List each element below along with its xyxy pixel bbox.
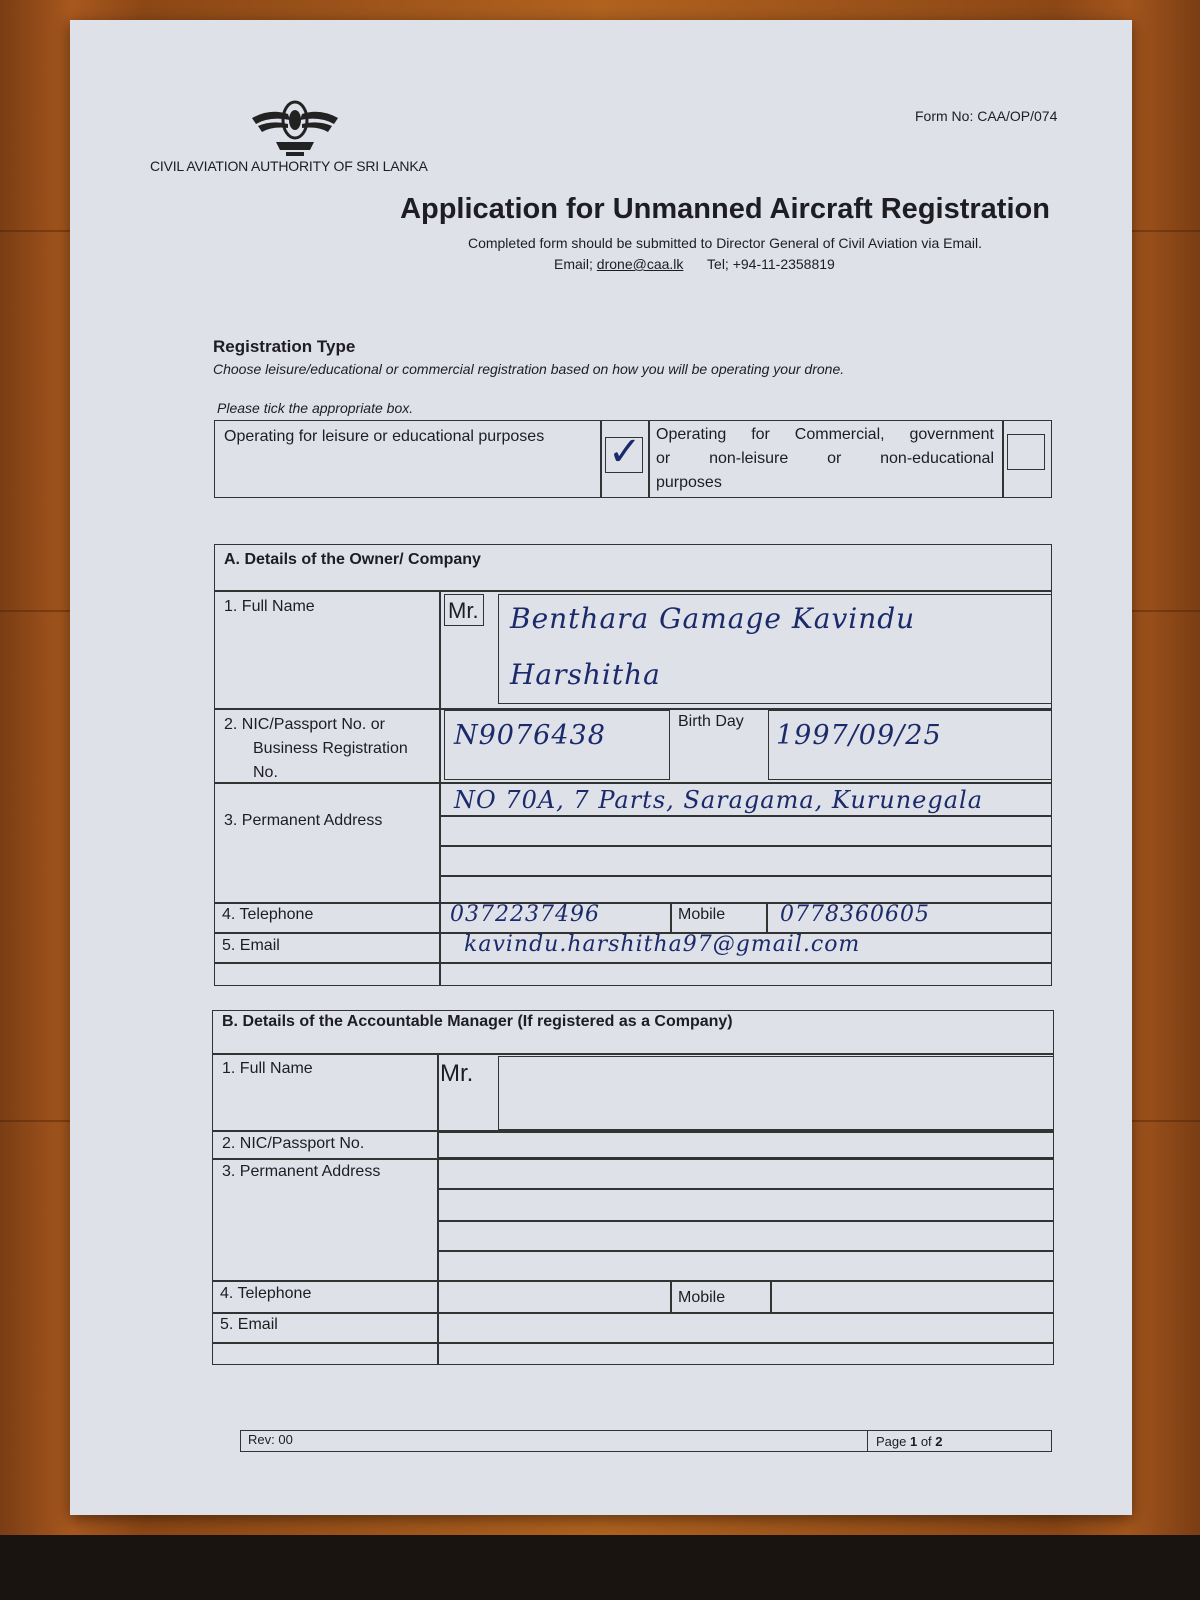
- form-number: Form No: CAA/OP/074: [915, 108, 1058, 124]
- section-a-title: A. Details of the Owner/ Company: [224, 551, 481, 568]
- registration-description: Choose leisure/educational or commercial registration based on how you will be operating your drone.: [213, 361, 845, 377]
- authority-name: CIVIL AVIATION AUTHORITY OF SRI LANKA: [150, 158, 428, 174]
- page-indicator: Page 1 of 2: [876, 1434, 943, 1449]
- owner-address-value: NO 70A, 7 Parts, Saragama, Kurunegala: [454, 786, 984, 814]
- owner-title-prefix-box: [444, 594, 484, 626]
- manager-nic-label: 2. NIC/Passport No.: [222, 1135, 365, 1152]
- leisure-checkbox[interactable]: [605, 430, 643, 474]
- owner-telephone-value: 0372237496: [450, 902, 600, 927]
- page-title: Application for Unmanned Aircraft Registration: [400, 193, 1050, 225]
- table-shadow: [0, 1535, 1200, 1600]
- manager-telephone-field[interactable]: [438, 1282, 670, 1310]
- manager-email-label: 5. Email: [220, 1316, 278, 1333]
- manager-telephone-label: 4. Telephone: [220, 1285, 312, 1302]
- manager-full-name-label: 1. Full Name: [222, 1060, 313, 1077]
- owner-email-label: 5. Email: [222, 937, 280, 954]
- manager-full-name-field[interactable]: [498, 1056, 1054, 1130]
- owner-nic-label: 2. NIC/Passport No. or Business Registration No.: [224, 716, 408, 781]
- commercial-checkbox[interactable]: [1007, 434, 1045, 470]
- manager-nic-field[interactable]: [438, 1132, 1054, 1158]
- manager-mobile-label: Mobile: [678, 1289, 726, 1306]
- birthday-label: Birth Day: [678, 713, 744, 730]
- manager-mobile-field[interactable]: [772, 1282, 1054, 1310]
- manager-email-field[interactable]: [438, 1314, 1054, 1342]
- owner-email-value: kavindu.harshitha97@gmail.com: [464, 932, 861, 957]
- section-b-title: B. Details of the Accountable Manager (If registered as a Company): [222, 1013, 733, 1030]
- owner-address-label: 3. Permanent Address: [224, 812, 383, 829]
- owner-full-name-line2: Harshitha: [510, 658, 661, 691]
- contact-line: [554, 256, 835, 272]
- owner-title-prefix: Mr.: [448, 598, 479, 623]
- manager-address-label: 3. Permanent Address: [222, 1163, 381, 1180]
- checkmark-icon: ✓: [608, 430, 642, 474]
- owner-mobile-value: 0778360605: [780, 902, 930, 927]
- contact-email-link[interactable]: drone@caa.lk: [596, 256, 684, 272]
- caa-emblem-icon: [250, 90, 340, 165]
- manager-title-prefix: Mr.: [440, 1060, 474, 1087]
- owner-nic-value: N9076438: [454, 720, 606, 751]
- registration-instruction: Please tick the appropriate box.: [217, 400, 414, 416]
- owner-full-name-label: 1. Full Name: [224, 598, 315, 615]
- revision: Rev: 00: [248, 1432, 293, 1447]
- email-label: Email;: [554, 256, 593, 272]
- birthday-value: 1997/09/25: [776, 720, 942, 751]
- contact-tel: Tel; +94-11-2358819: [707, 256, 835, 272]
- option-commercial-label: Operating for Commercial, government or non-leisure or non-educational purposes: [656, 426, 994, 491]
- manager-address-field[interactable]: [438, 1160, 1054, 1280]
- subtitle: Completed form should be submitted to Director General of Civil Aviation via Email.: [467, 235, 983, 251]
- registration-type-heading: Registration Type: [213, 337, 356, 356]
- owner-full-name-line1: Benthara Gamage Kavindu: [510, 602, 916, 635]
- owner-mobile-label: Mobile: [678, 906, 726, 923]
- owner-telephone-label: 4. Telephone: [222, 906, 314, 923]
- option-leisure-label: Operating for leisure or educational purposes: [224, 428, 545, 445]
- form-page: [70, 20, 1132, 1515]
